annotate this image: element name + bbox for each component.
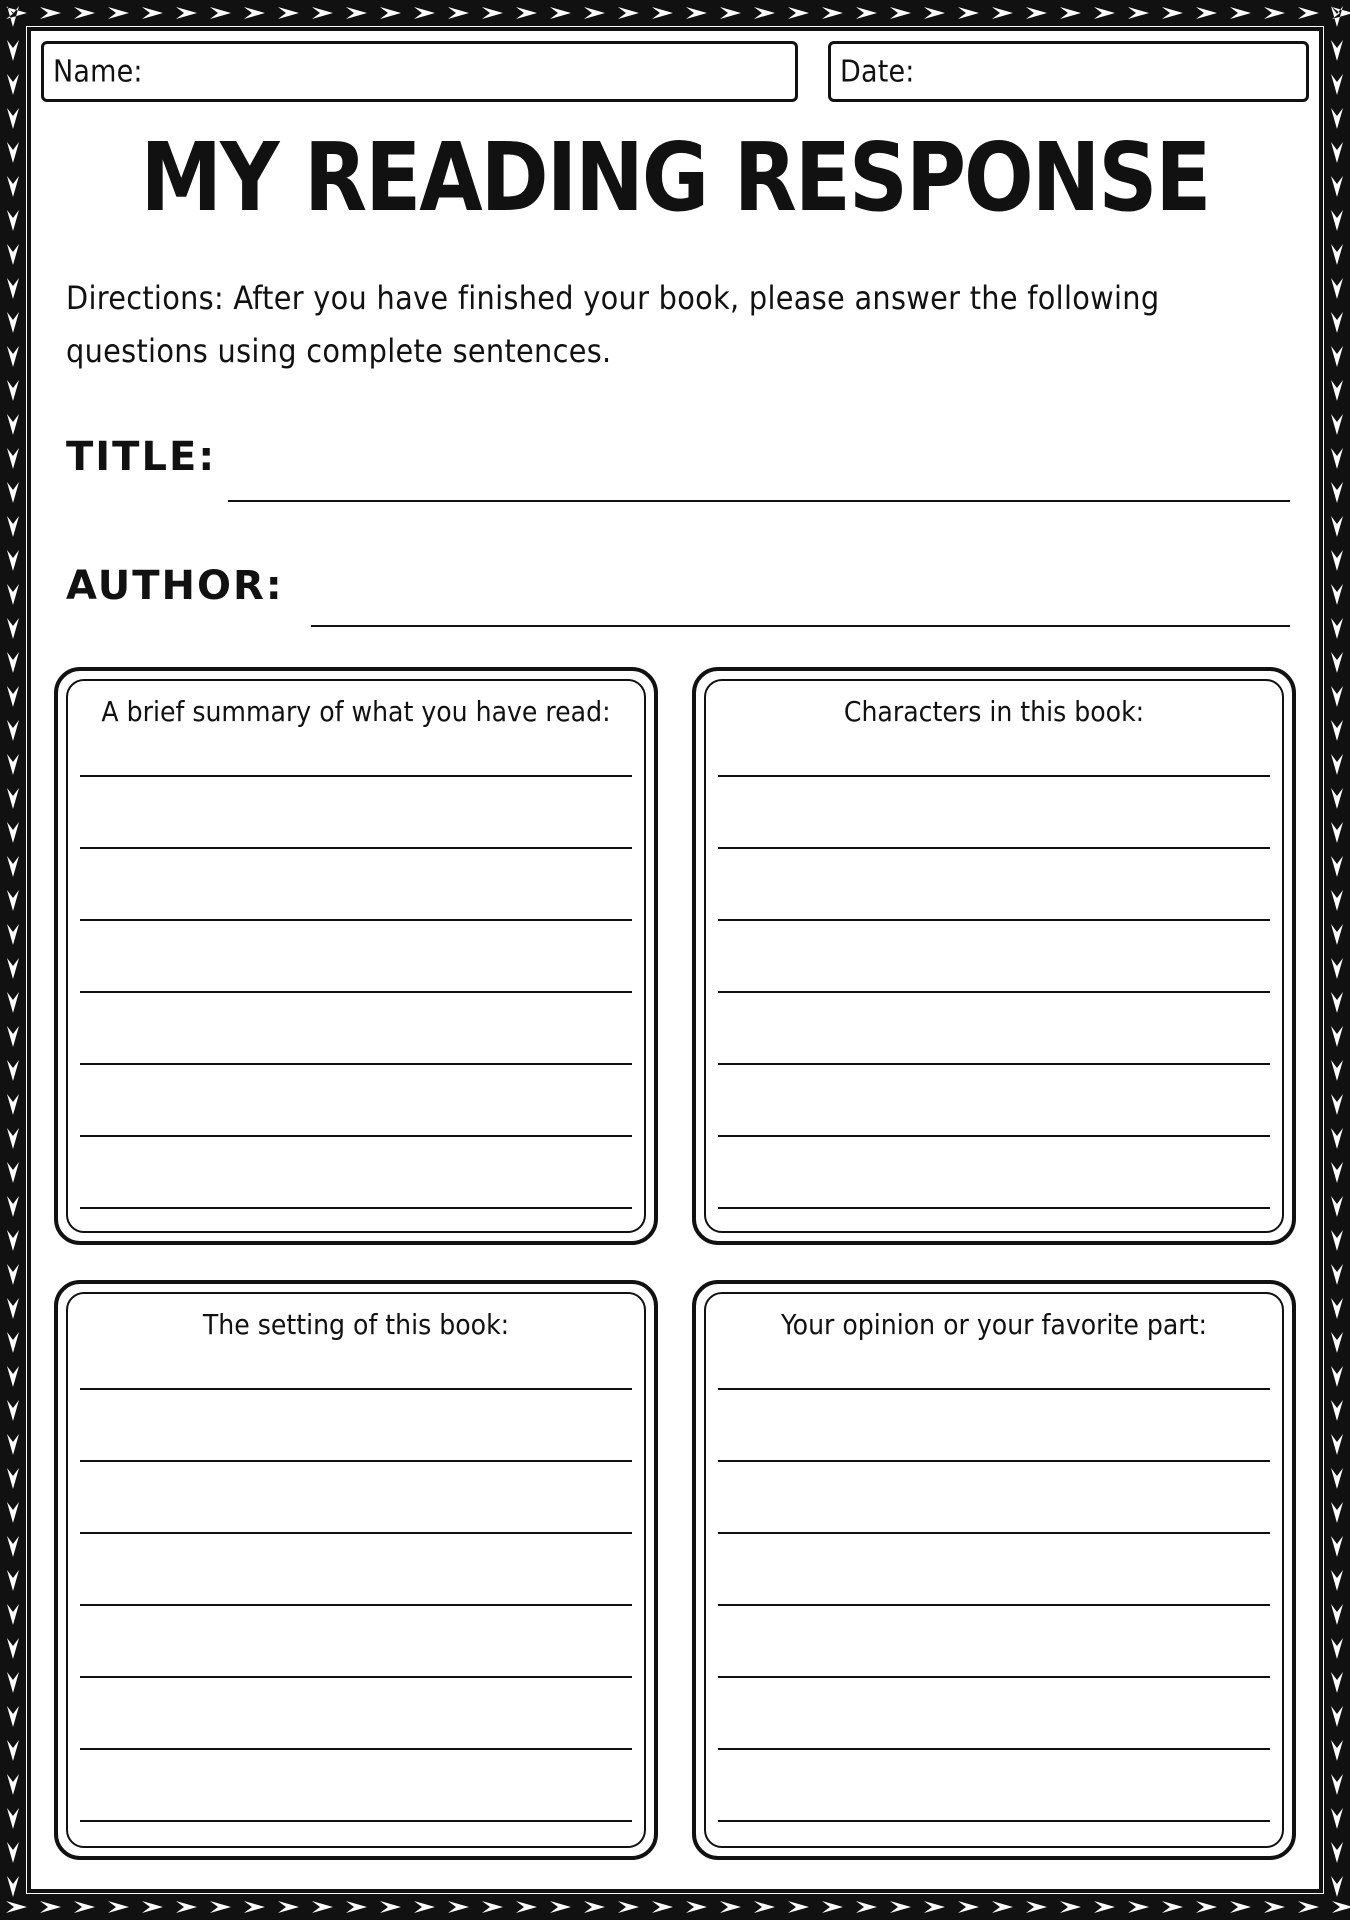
writing-line[interactable]	[80, 1604, 632, 1606]
opinion-heading: Your opinion or your favorite part:	[781, 1308, 1207, 1341]
writing-line[interactable]	[80, 919, 632, 921]
panel-inner-frame	[704, 1292, 1284, 1848]
writing-line[interactable]	[718, 991, 1270, 993]
writing-line[interactable]	[80, 1676, 632, 1678]
panel-inner-frame	[66, 679, 646, 1233]
writing-line[interactable]	[80, 847, 632, 849]
writing-line[interactable]	[80, 1207, 632, 1209]
writing-line[interactable]	[80, 1748, 632, 1750]
writing-line[interactable]	[80, 1135, 632, 1137]
opinion-panel[interactable]	[692, 1280, 1296, 1860]
writing-line[interactable]	[80, 991, 632, 993]
writing-line[interactable]	[718, 775, 1270, 777]
directions-text: Directions: After you have finished your book, please answer the following questions using complete sentences.	[66, 279, 1160, 370]
writing-line[interactable]	[718, 1820, 1270, 1822]
writing-line[interactable]	[718, 1063, 1270, 1065]
book-title-label: TITLE:	[66, 434, 217, 480]
writing-line[interactable]	[718, 1460, 1270, 1462]
writing-line[interactable]	[80, 775, 632, 777]
author-label: AUTHOR:	[66, 563, 284, 609]
writing-line[interactable]	[718, 1604, 1270, 1606]
date-label: Date:	[840, 54, 915, 89]
writing-line[interactable]	[718, 847, 1270, 849]
writing-line[interactable]	[718, 1532, 1270, 1534]
setting-heading: The setting of this book:	[202, 1308, 510, 1341]
panel-inner-frame	[704, 679, 1284, 1233]
writing-line[interactable]	[80, 1820, 632, 1822]
writing-line[interactable]	[718, 1676, 1270, 1678]
writing-line[interactable]	[80, 1460, 632, 1462]
writing-line[interactable]	[718, 1207, 1270, 1209]
writing-line[interactable]	[718, 919, 1270, 921]
page-title: MY READING RESPONSE	[140, 123, 1210, 234]
name-label: Name:	[53, 54, 143, 89]
writing-line[interactable]	[80, 1532, 632, 1534]
date-field[interactable]	[828, 41, 1309, 102]
writing-line[interactable]	[80, 1063, 632, 1065]
setting-panel[interactable]	[54, 1280, 658, 1860]
name-field[interactable]	[41, 41, 798, 102]
summary-heading: A brief summary of what you have read:	[101, 695, 611, 728]
author-line[interactable]	[311, 625, 1290, 627]
writing-line[interactable]	[80, 1388, 632, 1390]
book-title-line[interactable]	[228, 500, 1290, 502]
summary-panel[interactable]	[54, 667, 658, 1245]
writing-line[interactable]	[718, 1135, 1270, 1137]
characters-heading: Characters in this book:	[843, 695, 1145, 728]
writing-line[interactable]	[718, 1748, 1270, 1750]
characters-panel[interactable]	[692, 667, 1296, 1245]
panel-inner-frame	[66, 1292, 646, 1848]
writing-line[interactable]	[718, 1388, 1270, 1390]
